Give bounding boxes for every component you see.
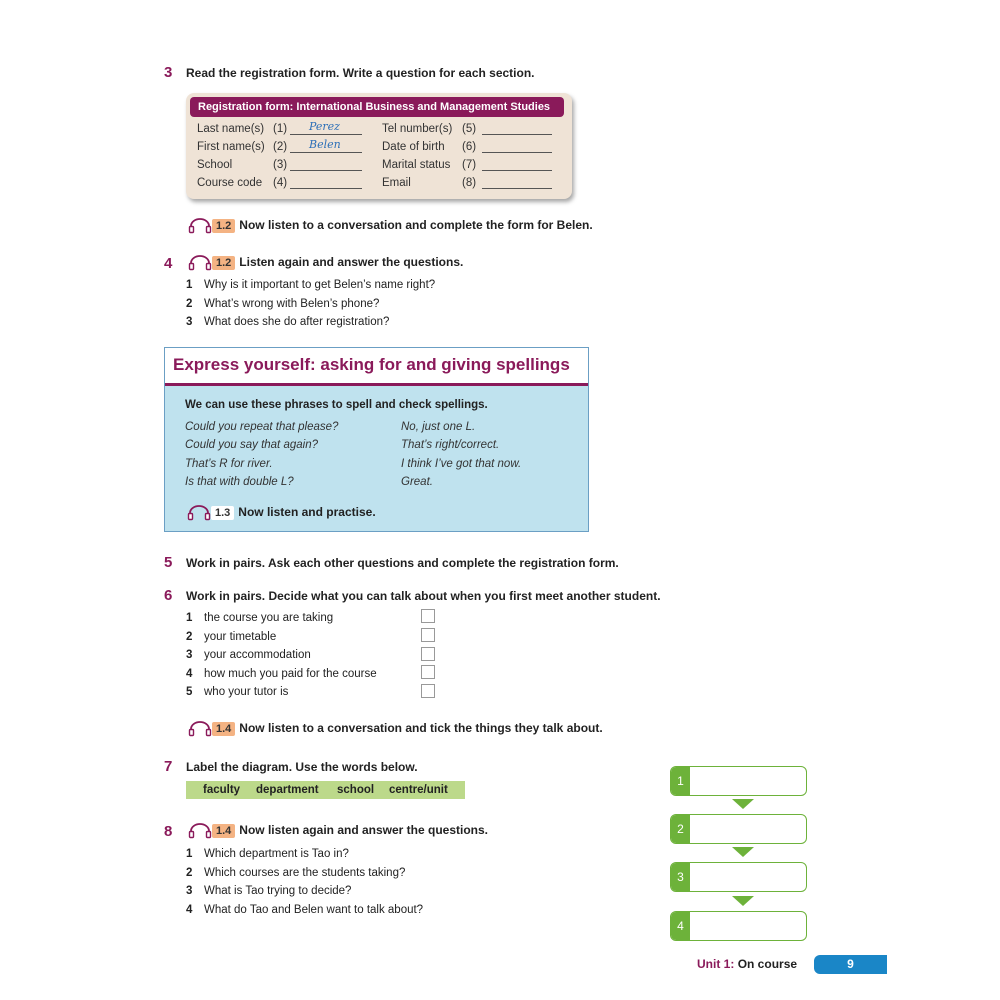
tick-checkbox-3[interactable]	[421, 647, 435, 661]
form-label-tel: Tel number(s)	[382, 123, 453, 135]
express-yourself-box	[164, 347, 589, 532]
express-listen	[187, 505, 376, 521]
word-bank	[186, 781, 465, 799]
form-blank-2[interactable]	[290, 152, 362, 153]
express-intro: We can use these phrases to spell and check spellings.	[185, 399, 488, 411]
list-item: 3 What does she do after registration?	[186, 316, 390, 328]
registration-form-title: Registration form: International Business and Management Studies	[190, 97, 564, 117]
diagram-box-2[interactable]	[670, 814, 807, 844]
headphones-icon[interactable]	[188, 823, 212, 839]
arrow-down-icon	[732, 847, 754, 857]
listen-text: Now listen and practise.	[238, 505, 376, 520]
arrow-down-icon	[732, 799, 754, 809]
headphones-icon[interactable]	[188, 218, 212, 234]
exercise-6-instruction: Work in pairs. Decide what you can talk about when you first meet another student.	[186, 589, 661, 603]
form-blank-8[interactable]	[482, 188, 552, 189]
diagram-number: 3	[671, 863, 690, 891]
headphones-icon[interactable]	[188, 255, 212, 271]
headphones-icon[interactable]	[188, 721, 212, 737]
form-blank-4[interactable]	[290, 188, 362, 189]
phrase: No, just one L.	[401, 421, 476, 433]
form-num-4: (4)	[273, 177, 288, 189]
phrase-list-left	[185, 418, 338, 491]
exercise-4-instruction	[188, 255, 463, 271]
exercise-8-questions	[186, 845, 423, 919]
tick-checkbox-2[interactable]	[421, 628, 435, 642]
audio-track-label: 1.3	[211, 506, 234, 520]
tick-checkbox-1[interactable]	[421, 609, 435, 623]
exercise-4-questions	[186, 276, 435, 332]
form-num-5: (5)	[462, 123, 477, 135]
phrase: Could you repeat that please?	[185, 421, 339, 433]
instruction-text: Now listen again and answer the questions.	[239, 823, 489, 838]
exercise-8-number: 8	[164, 823, 173, 840]
list-item: 2 What’s wrong with Belen’s phone?	[186, 297, 380, 310]
form-blank-3[interactable]	[290, 170, 362, 171]
page-number: 9	[814, 955, 887, 974]
list-item: 1 Why is it important to get Belen’s name right?	[186, 279, 436, 291]
form-num-7: (7)	[462, 159, 477, 171]
form-label-last-name: Last name(s)	[197, 123, 265, 135]
diagram-box-1[interactable]	[670, 766, 807, 796]
form-label-dob: Date of birth	[382, 141, 445, 153]
exercise-6-number: 6	[164, 587, 173, 604]
list-item: 4 What do Tao and Belen want to talk about?	[186, 903, 424, 916]
audio-track-label: 1.2	[212, 256, 235, 270]
exercise-5-instruction: Work in pairs. Ask each other questions and complete the registration form.	[186, 556, 619, 570]
audio-track-label: 1.4	[212, 722, 235, 736]
form-num-6: (6)	[462, 141, 477, 153]
arrow-down-icon	[732, 896, 754, 906]
express-title: Express yourself: asking for and giving spellings	[173, 355, 570, 374]
diagram-box-3[interactable]	[670, 862, 807, 892]
instruction-text: Listen again and answer the questions.	[239, 255, 464, 270]
form-blank-5[interactable]	[482, 134, 552, 135]
exercise-3-instruction: Read the registration form. Write a question for each section.	[186, 66, 535, 80]
list-item: 4 how much you paid for the course	[186, 667, 377, 680]
list-item: 2 Which courses are the students taking?	[186, 866, 406, 879]
list-item: 5 who your tutor is	[186, 686, 289, 698]
phrase: That’s right/correct.	[401, 439, 500, 452]
phrase-list-right	[401, 418, 521, 491]
word-bank-item: centre/unit	[389, 784, 448, 796]
word-bank-item: department	[256, 784, 319, 796]
form-num-2: (2)	[273, 141, 288, 153]
registration-form	[186, 93, 572, 199]
headphones-icon[interactable]	[187, 505, 211, 521]
express-header	[165, 348, 588, 386]
listen-text: Now listen to a conversation and complete the form for Belen.	[239, 218, 593, 233]
form-blank-6[interactable]	[482, 152, 552, 153]
audio-track-label: 1.4	[212, 824, 235, 838]
form-blank-1[interactable]	[290, 134, 362, 135]
exercise-7-number: 7	[164, 758, 173, 775]
exercise-3-number: 3	[164, 64, 173, 81]
form-label-marital: Marital status	[382, 159, 451, 171]
diagram-number: 4	[671, 912, 690, 940]
word-bank-item: school	[337, 784, 375, 796]
diagram-number: 2	[671, 815, 690, 843]
exercise-6-items	[186, 609, 377, 702]
exercise-4-number: 4	[164, 255, 173, 272]
word-bank-item: faculty	[203, 784, 241, 796]
form-label-email: Email	[382, 177, 411, 189]
list-item: 3 What is Tao trying to decide?	[186, 885, 352, 897]
form-label-first-name: First name(s)	[197, 141, 265, 153]
form-answer-2: Belen	[309, 138, 341, 151]
form-label-school: School	[197, 159, 233, 171]
exercise-3-listen	[188, 218, 593, 234]
phrase: Great.	[401, 475, 433, 488]
list-item: 1 the course you are taking	[186, 612, 334, 624]
list-item: 2 your timetable	[186, 630, 277, 643]
form-num-8: (8)	[462, 177, 477, 189]
phrase: Could you say that again?	[185, 439, 318, 452]
exercise-5-number: 5	[164, 554, 173, 571]
tick-checkbox-5[interactable]	[421, 684, 435, 698]
phrase: Is that with double L?	[185, 475, 294, 488]
listen-text: Now listen to a conversation and tick the things they talk about.	[239, 721, 603, 736]
list-item: 1 Which department is Tao in?	[186, 848, 349, 860]
footer-unit-title: Unit 1: On course	[697, 957, 798, 971]
list-item: 3 your accommodation	[186, 649, 311, 661]
form-answer-1: Perez	[309, 120, 340, 133]
exercise-8-instruction	[188, 823, 488, 839]
tick-checkbox-4[interactable]	[421, 665, 435, 679]
form-blank-7[interactable]	[482, 170, 552, 171]
form-num-1: (1)	[273, 123, 288, 135]
diagram-number: 1	[671, 767, 690, 795]
form-label-course-code: Course code	[197, 177, 263, 189]
phrase: That’s R for river.	[185, 457, 273, 470]
exercise-7-instruction: Label the diagram. Use the words below.	[186, 760, 418, 774]
exercise-6-listen	[188, 721, 603, 737]
audio-track-label: 1.2	[212, 219, 235, 233]
phrase: I think I’ve got that now.	[401, 457, 522, 470]
form-num-3: (3)	[273, 159, 288, 171]
diagram-box-4[interactable]	[670, 911, 807, 941]
